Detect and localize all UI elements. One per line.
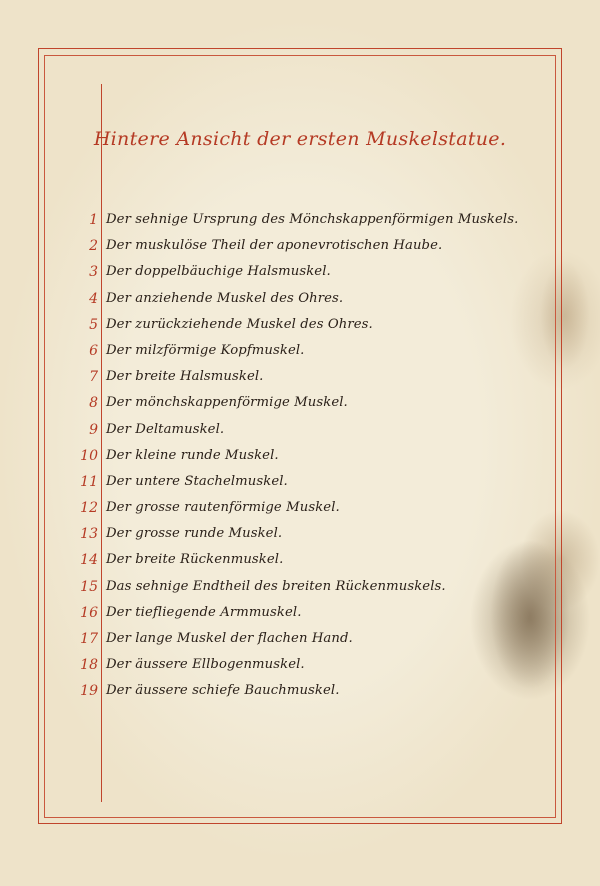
entry-text: Der milzförmige Kopfmuskel.: [106, 342, 305, 358]
entry-number: 16: [80, 604, 98, 621]
entry-text: Der Deltamuskel.: [106, 421, 225, 437]
entry-text: Der breite Halsmuskel.: [106, 369, 264, 385]
entry-number: 13: [80, 526, 98, 543]
margin-rule: [101, 84, 102, 802]
entry-number: 12: [80, 500, 98, 517]
entry-text: Der sehnige Ursprung des Mönchskappenförmigen Muskels.: [106, 212, 519, 227]
inner-border-rule: [44, 55, 556, 818]
entry-text: Der grosse rautenförmige Muskel.: [106, 500, 340, 516]
entry-text: Der untere Stachelmuskel.: [106, 473, 288, 489]
page-title: Hintere Ansicht der ersten Muskelstatue.: [93, 128, 507, 150]
entry-number: 10: [80, 447, 98, 464]
entry-number: 8: [89, 395, 98, 412]
entry-text: Der breite Rückenmuskel.: [106, 552, 284, 568]
entry-number: 5: [89, 316, 98, 333]
entry-text: Der anziehende Muskel des Ohres.: [106, 290, 344, 306]
entry-number: 7: [89, 369, 98, 386]
entry-text: Das sehnige Endtheil des breiten Rückenmuskels.: [106, 578, 446, 594]
entry-number: 6: [89, 342, 98, 359]
entry-text: Der doppelbäuchige Halsmuskel.: [106, 264, 331, 280]
entry-number: 1: [89, 212, 98, 228]
entry-text: Der äussere schiefe Bauchmuskel.: [106, 683, 340, 699]
entry-number: 17: [80, 631, 98, 647]
entry-number: 3: [89, 264, 98, 281]
entry-number: 11: [80, 473, 98, 490]
entry-number: 2: [89, 238, 98, 255]
entry-text: Der tiefliegende Armmuskel.: [106, 604, 302, 620]
entry-text: Der grosse runde Muskel.: [106, 526, 283, 542]
entry-text: Der zurückziehende Muskel des Ohres.: [106, 316, 373, 332]
entry-text: Der kleine runde Muskel.: [106, 447, 279, 463]
entry-number: 9: [89, 421, 98, 438]
entry-text: Der äussere Ellbogenmuskel.: [106, 657, 305, 673]
entry-number: 18: [80, 657, 98, 674]
entry-number: 15: [80, 578, 98, 595]
entry-text: Der muskulöse Theil der aponevrotischen Haube.: [106, 238, 443, 254]
entry-number: 19: [80, 683, 98, 700]
entry-number: 14: [80, 552, 98, 569]
entry-number: 4: [89, 290, 98, 307]
entry-text: Der lange Muskel der flachen Hand.: [106, 631, 353, 646]
entry-text: Der mönchskappenförmige Muskel.: [106, 395, 348, 411]
